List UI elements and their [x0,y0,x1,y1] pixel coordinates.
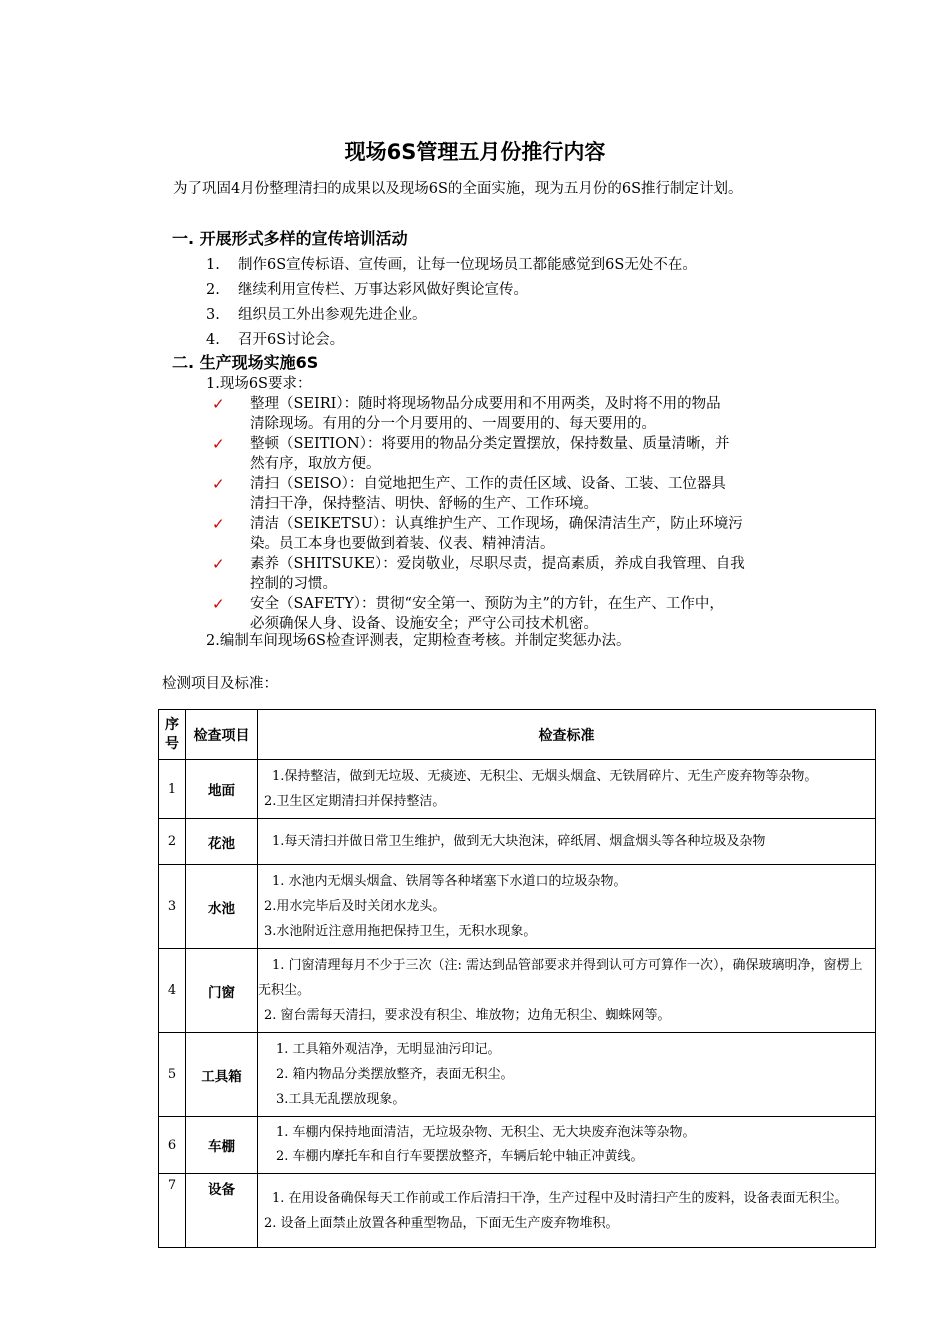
check-line: 清除现场。有用的分一个月要用的、一周要用的、每天要用的。 [250,416,656,432]
item-text: 召开6S讨论会。 [238,332,345,348]
check-line: 必须确保人身、设备、设施安全；严守公司技术机密。 [250,616,598,632]
std-line: 1.每天清扫并做日常卫生维护，做到无大块泡沫，碎纸屑、烟盒烟头等各种垃圾及杂物 [272,834,766,849]
document-title: 现场6S管理五月份推行内容 [344,140,606,164]
item-number: 1. [206,257,220,273]
table-row [159,819,876,865]
row-item: 地面 [186,760,258,819]
row-item: 花池 [186,819,258,865]
subsection-2-label: 2.编制车间现场6S检查评测表，定期检查考核。并制定奖惩办法。 [206,633,631,649]
check-line: 清扫干净，保持整洁、明快、舒畅的生产、工作环境。 [250,496,598,512]
row-std [258,865,876,949]
item-number: 4. [206,332,220,348]
item-text: 继续利用宣传栏、万事达彩风做好舆论宣传。 [238,282,528,298]
item-number: 2. [206,282,220,298]
check-line: 清扫（SEISO）：自觉地把生产、工作的责任区域、设备、工装、工位器具 [250,476,726,492]
std-line: 2. 箱内物品分类摆放整齐，表面无积尘。 [276,1067,514,1082]
check-line: 安全（SAFETY）：贯彻“安全第一、预防为主”的方针，在生产、工作中， [250,596,724,612]
section-2-heading: 二. 生产现场实施6S [172,353,319,372]
intro-paragraph: 为了巩固4月份整理清扫的成果以及现场6S的全面实施，现为五月份的6S推行制定计划。 [173,181,743,197]
std-line: 3.工具无乱摆放现象。 [276,1092,406,1107]
checkmark-icon: ✓ [212,395,225,413]
row-item: 工具箱 [186,1033,258,1117]
item-text: 制作6S宣传标语、宣传画，让每一位现场员工都能感觉到6S无处不在。 [238,257,697,273]
row-std [258,1117,876,1174]
std-line: 1. 工具箱外观洁净，无明显油污印记。 [276,1042,501,1057]
row-std [258,1033,876,1117]
table-row [159,760,876,819]
row-std [258,760,876,819]
checklist-item [212,394,812,434]
row-std [258,949,876,1033]
item-text: 组织员工外出参观先进企业。 [238,307,427,323]
std-line: 1.保持整洁，做到无垃圾、无痰迹、无积尘、无烟头烟盒、无铁屑碎片、无生产废弃物等杂物。 [272,769,818,784]
checkmark-icon: ✓ [212,595,225,613]
std-line: 1. 车棚内保持地面清洁，无垃圾杂物、无积尘、无大块废弃泡沫等杂物。 [276,1125,696,1140]
check-line: 素养（SHITSUKE）：爱岗敬业，尽职尽责，提高素质，养成自我管理、自我 [250,556,745,572]
check-line: 然有序，取放方便。 [250,456,381,472]
row-no: 6 [159,1117,186,1174]
row-no: 2 [159,819,186,865]
check-line: 整顿（SEITION）：将要用的物品分类定置摆放，保持数量、质量清晰，并 [250,436,730,452]
std-line: 3.水池附近注意用拖把保持卫生，无积水现象。 [264,924,537,939]
checkmark-icon: ✓ [212,555,225,573]
checkmark-icon: ✓ [212,475,225,493]
table-row [159,949,876,1033]
checklist-item [212,514,812,554]
table-row [159,865,876,949]
checklist-item [212,554,812,594]
list-item [206,253,697,278]
std-line: 2.卫生区定期清扫并保持整洁。 [264,794,446,809]
row-item: 水池 [186,865,258,949]
checklist [212,394,812,634]
row-no: 4 [159,949,186,1033]
section-1-list [206,253,697,353]
row-item: 门窗 [186,949,258,1033]
row-std [258,819,876,865]
item-number: 3. [206,307,220,323]
check-line: 清洁（SEIKETSU）：认真维护生产、工作现场，确保清洁生产，防止环境污 [250,516,743,532]
detect-label: 检测项目及标准： [162,676,278,692]
subsection-1-label: 1.现场6S要求： [206,376,312,392]
std-line: 2. 车棚内摩托车和自行车要摆放整齐，车辆后轮中轴正冲黄线。 [276,1149,644,1164]
row-no: 7 [159,1174,186,1248]
std-line: 1. 在用设备确保每天工作前或工作后清扫干净，生产过程中及时清扫产生的废料，设备表面无积尘。 [272,1190,848,1206]
std-line: 2. 设备上面禁止放置各种重型物品，下面无生产废弃物堆积。 [264,1215,619,1231]
checklist-item [212,594,812,634]
std-line: 2. 窗台需每天清扫，要求没有积尘、堆放物；边角无积尘、蜘蛛网等。 [264,1008,671,1023]
row-item: 设备 [186,1174,258,1248]
table-row [159,1117,876,1174]
table-header-row [159,710,876,760]
inspection-table [158,709,876,1248]
table-row [159,1033,876,1117]
header-no: 序号 [159,710,186,760]
checkmark-icon: ✓ [212,435,225,453]
checkmark-icon: ✓ [212,515,225,533]
section-1-heading: 一. 开展形式多样的宣传培训活动 [172,229,408,248]
std-line: 1. 门窗清理每月不少于三次（注: 需达到品管部要求并得到认可方可算作一次），确保玻璃明净，窗楞上无积尘。 [258,958,863,998]
header-std: 检查标准 [258,710,876,760]
row-no: 5 [159,1033,186,1117]
check-line: 整理（SEIRI）：随时将现场物品分成要用和不用两类，及时将不用的物品 [250,396,721,412]
list-item [206,278,697,303]
std-line: 1. 水池内无烟头烟盒、铁屑等各种堵塞下水道口的垃圾杂物。 [272,874,627,889]
header-item: 检查项目 [186,710,258,760]
check-line: 染。员工本身也要做到着装、仪表、精神清洁。 [250,536,555,552]
std-line: 2.用水完毕后及时关闭水龙头。 [264,899,446,914]
list-item [206,303,697,328]
row-std [258,1174,876,1248]
table-row [159,1174,876,1248]
row-no: 3 [159,865,186,949]
row-item: 车棚 [186,1117,258,1174]
checklist-item [212,434,812,474]
row-no: 1 [159,760,186,819]
check-line: 控制的习惯。 [250,576,337,592]
checklist-item [212,474,812,514]
